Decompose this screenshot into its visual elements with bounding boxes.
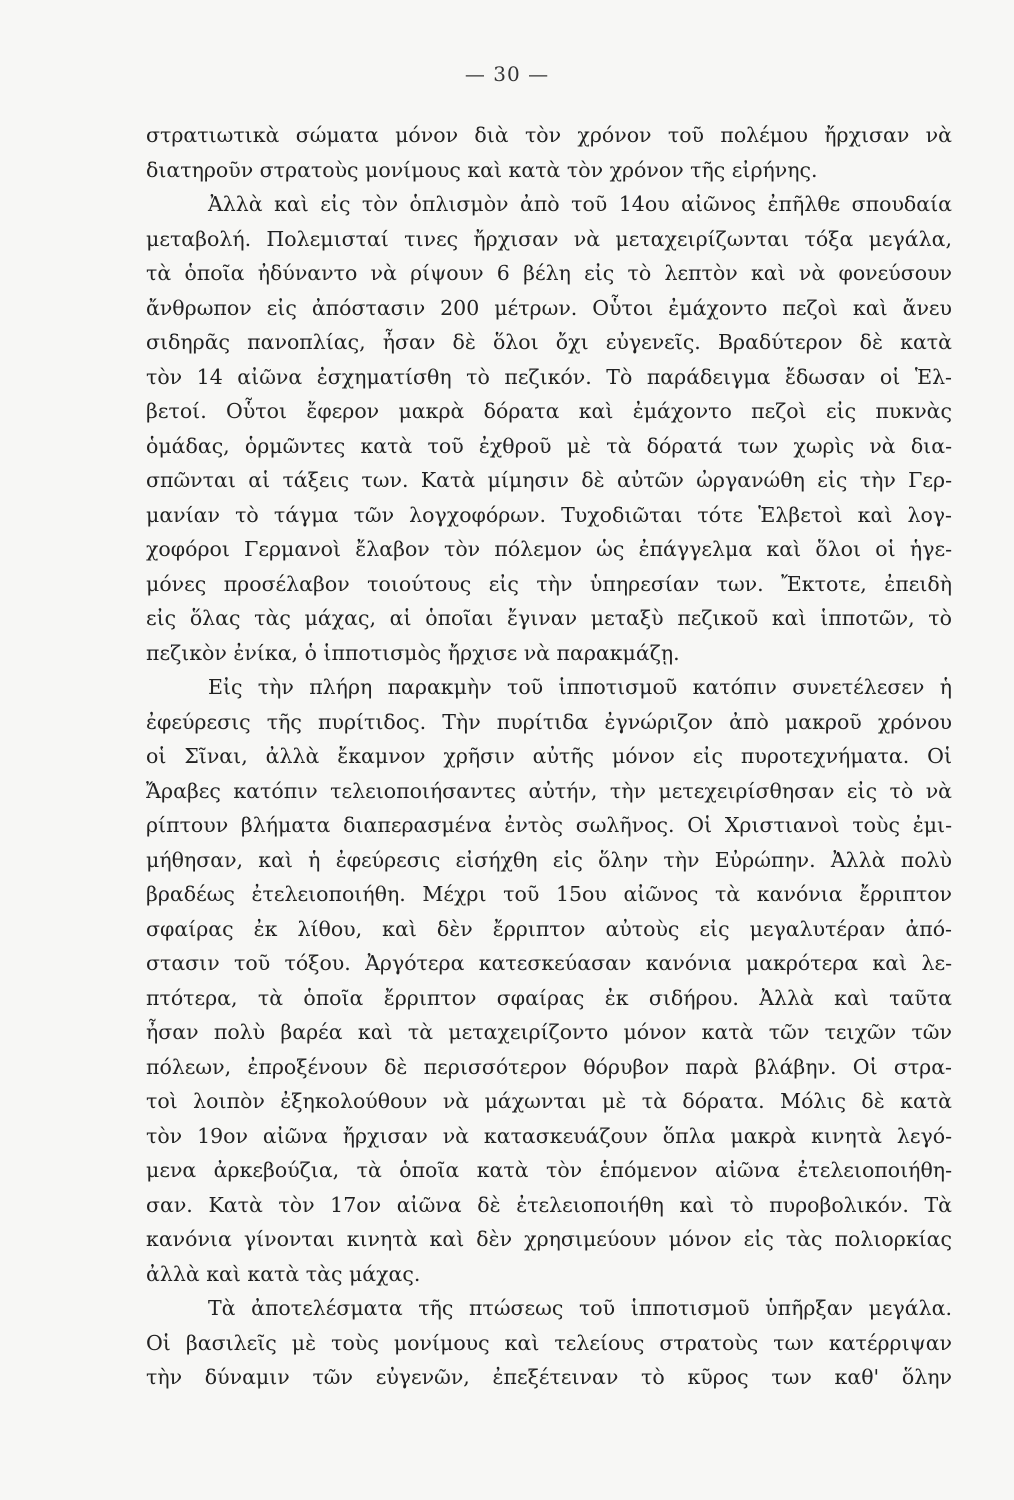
text-line: Οἱ βασιλεῖς μὲ τοὺς μονίμους καὶ τελείους στρατοὺς των κατέρριψαν — [146, 1330, 952, 1355]
text-line: πόλεων, ἐπροξένουν δὲ περισσότερον θόρυβον παρὰ βλάβην. Οἱ στρα- — [146, 1054, 952, 1079]
body-text — [146, 118, 952, 1395]
text-line: μανίαν τὸ τάγμα τῶν λογχοφόρων. Τυχοδιῶται τότε Ἑλβετοὶ καὶ λογ- — [146, 502, 952, 527]
text-line: τὰ ὁποῖα ἠδύναντο νὰ ρίψουν 6 βέλη εἰς τὸ λεπτὸν καὶ νὰ φονεύσουν — [146, 261, 952, 285]
text-line: πτότερα, τὰ ὁποῖα ἔρριπτον σφαίρας ἐκ σιδήρου. Ἀλλὰ καὶ ταῦτα — [146, 985, 952, 1010]
text-line: μεταβολή. Πολεμισταί τινες ἤρχισαν νὰ μεταχειρίζωνται τόξα μεγάλα, — [146, 226, 952, 251]
paragraph-1 — [146, 118, 952, 187]
text-line: βραδέως ἐτελειοποιήθη. Μέχρι τοῦ 15ου αἰῶνος τὰ κανόνια ἔρριπτον — [146, 882, 952, 906]
text-line: διατηροῦν στρατοὺς μονίμους καὶ κατὰ τὸν χρόνον τῆς εἰρήνης. — [146, 157, 818, 182]
paragraph-4 — [146, 1291, 952, 1395]
text-line: σιδηρᾶς πανοπλίας, ἦσαν δὲ ὅλοι ὄχι εὐγενεῖς. Βραδύτερον δὲ κατὰ — [146, 330, 952, 354]
paragraph-2 — [146, 187, 952, 670]
text-line: ρίπτουν βλήματα διαπερασμένα ἐντὸς σωλῆνος. Οἱ Χριστιανοὶ τοὺς ἐμι- — [146, 813, 952, 837]
text-line: ἄνθρωπον εἰς ἀπόστασιν 200 μέτρων. Οὗτοι ἐμάχοντο πεζοὶ καὶ ἄνευ — [146, 295, 952, 320]
text-line: Εἰς τὴν πλήρη παρακμὴν τοῦ ἱπποτισμοῦ κατόπιν συνετέλεσεν ἡ — [208, 675, 952, 699]
text-line: κανόνια γίνονται κινητὰ καὶ δὲν χρησιμεύουν μόνον εἰς τὰς πολιορκίας — [146, 1227, 952, 1251]
text-line: Ἄραβες κατόπιν τελειοποιήσαντες αὐτήν, τὴν μετεχειρίσθησαν εἰς τὸ νὰ — [146, 778, 952, 803]
paragraph-3 — [146, 670, 952, 1291]
text-line: ἦσαν πολὺ βαρέα καὶ τὰ μεταχειρίζοντο μόνον κατὰ τῶν τειχῶν τῶν — [146, 1020, 952, 1044]
text-line: Τὰ ἀποτελέσματα τῆς πτώσεως τοῦ ἱπποτισμοῦ ὑπῆρξαν μεγάλα. — [208, 1296, 952, 1320]
text-line: βετοί. Οὗτοι ἔφερον μακρὰ δόρατα καὶ ἐμάχοντο πεζοὶ εἰς πυκνὰς — [146, 399, 952, 423]
text-line: Ἀλλὰ καὶ εἰς τὸν ὁπλισμὸν ἀπὸ τοῦ 14ου αἰῶνος ἐπῆλθε σπουδαία — [208, 192, 952, 216]
text-line: μενα ἀρκεβούζια, τὰ ὁποῖα κατὰ τὸν ἑπόμενον αἰῶνα ἐτελειοποιήθη- — [146, 1158, 952, 1182]
text-line: ἐφεύρεσις τῆς πυρίτιδος. Τὴν πυρίτιδα ἐγνώριζον ἀπὸ μακροῦ χρόνου — [146, 709, 952, 734]
text-line: σφαίρας ἐκ λίθου, καὶ δὲν ἔρριπτον αὐτοὺς εἰς μεγαλυτέραν ἀπό- — [146, 916, 952, 941]
text-line: πεζικὸν ἐνίκα, ὁ ἱπποτισμὸς ἤρχισε νὰ παρακμάζῃ. — [146, 640, 680, 665]
text-line: τὸν 14 αἰῶνα ἐσχηματίσθη τὸ πεζικόν. Τὸ παράδειγμα ἔδωσαν οἱ Ἑλ- — [146, 364, 952, 389]
text-line: μόνες προσέλαβον τοιούτους εἰς τὴν ὑπηρεσίαν των. Ἔκτοτε, ἐπειδὴ — [146, 571, 952, 596]
text-line: ὁμάδας, ὁρμῶντες κατὰ τοῦ ἐχθροῦ μὲ τὰ δόρατά των χωρὶς νὰ δια- — [146, 433, 952, 458]
text-line: σαν. Κατὰ τὸν 17ον αἰῶνα δὲ ἐτελειοποιήθη καὶ τὸ πυροβολικόν. Τὰ — [146, 1192, 952, 1217]
text-line: οἱ Σῖναι, ἀλλὰ ἔκαμνον χρῆσιν αὐτῆς μόνον εἰς πυροτεχνήματα. Οἱ — [146, 744, 952, 768]
text-line: ἀλλὰ καὶ κατὰ τὰς μάχας. — [146, 1261, 421, 1286]
text-line: τὴν δύναμιν τῶν εὐγενῶν, ἐπεξέτειναν τὸ κῦρος των καθ' ὅλην — [146, 1365, 952, 1389]
text-line: τὸν 19ον αἰῶνα ἤρχισαν νὰ κατασκευάζουν ὅπλα μακρὰ κινητὰ λεγό- — [146, 1123, 952, 1148]
text-line: στρατιωτικὰ σώματα μόνον διὰ τὸν χρόνον τοῦ πολέμου ἤρχισαν νὰ — [146, 123, 952, 147]
text-line: τοὶ λοιπὸν ἐξηκολούθουν νὰ μάχωνται μὲ τὰ δόρατα. Μόλις δὲ κατὰ — [146, 1089, 952, 1113]
text-line: μήθησαν, καὶ ἡ ἐφεύρεσις εἰσήχθη εἰς ὅλην τὴν Εὐρώπην. Ἀλλὰ πολὺ — [146, 847, 952, 872]
text-line: χοφόροι Γερμανοὶ ἔλαβον τὸν πόλεμον ὡς ἐπάγγελμα καὶ ὅλοι οἱ ἡγε- — [146, 537, 952, 561]
text-line: εἰς ὅλας τὰς μάχας, αἱ ὁποῖαι ἔγιναν μεταξὺ πεζικοῦ καὶ ἱπποτῶν, τὸ — [146, 606, 952, 630]
text-line: σπῶνται αἱ τάξεις των. Κατὰ μίμησιν δὲ αὐτῶν ὠργανώθη εἰς τὴν Γερ- — [146, 468, 952, 492]
text-line: στασιν τοῦ τόξου. Ἀργότερα κατεσκεύασαν κανόνια μακρότερα καὶ λε- — [146, 951, 952, 975]
page-number: — 30 — — [464, 62, 550, 86]
